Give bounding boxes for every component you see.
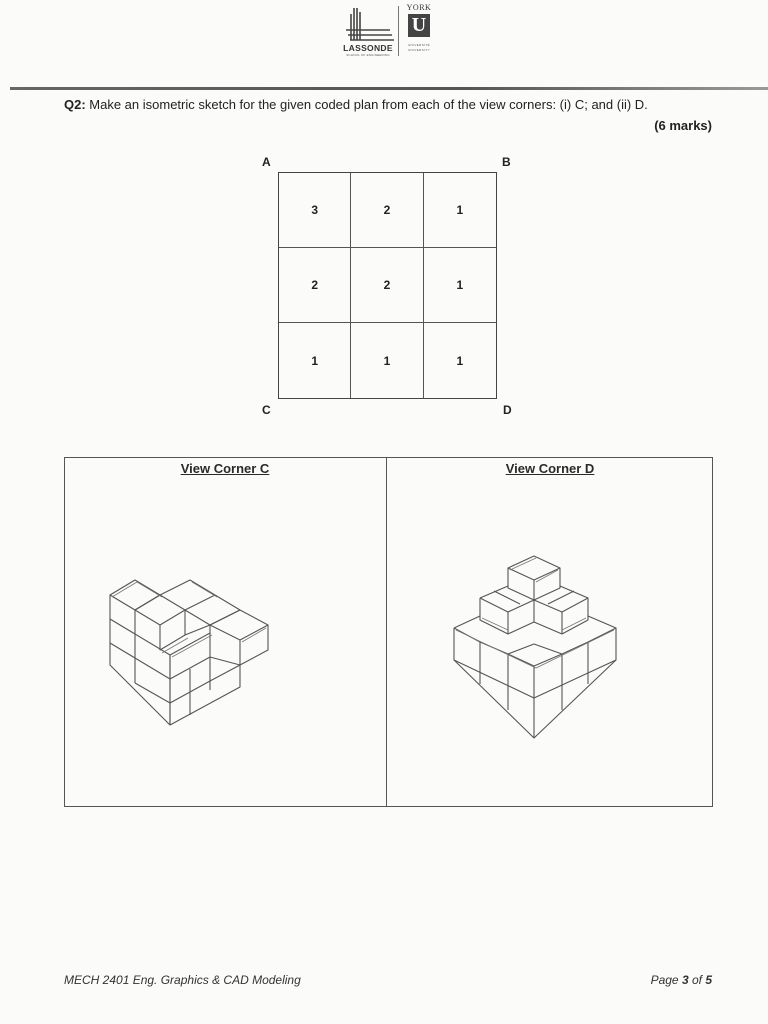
page-current: 3 <box>681 973 689 987</box>
corner-label-b: B <box>502 155 511 169</box>
page-total: 5 <box>705 973 712 987</box>
plan-cell: 2 <box>279 248 351 323</box>
york-wordmark: YORK <box>406 3 432 12</box>
york-subtitle-line-1: UNIVERSITÉ <box>407 43 430 47</box>
lassonde-emblem-icon <box>340 6 396 42</box>
plan-cell: 2 <box>351 173 423 248</box>
corner-label-c: C <box>262 403 271 417</box>
york-subtitle <box>402 43 436 53</box>
header-rule <box>10 87 768 90</box>
corner-label-d: D <box>503 403 512 417</box>
page-prefix: Page <box>650 973 682 987</box>
question-text <box>64 97 648 112</box>
page-middle: of <box>688 973 706 987</box>
york-subtitle-line-2: UNIVERSITY <box>407 48 430 52</box>
isometric-sketch-corner-c <box>100 565 280 740</box>
logo-divider <box>398 6 399 56</box>
york-u-emblem: U <box>408 14 430 37</box>
footer-course-name: MECH 2401 Eng. Graphics & CAD Modeling <box>64 973 301 987</box>
plan-cell: 3 <box>279 173 351 248</box>
coded-plan-grid <box>278 172 497 399</box>
plan-cell: 1 <box>424 173 496 248</box>
lassonde-wordmark: LASSONDE <box>343 43 393 53</box>
lassonde-subtitle: SCHOOL OF ENGINEERING <box>346 53 390 57</box>
plan-cell: 2 <box>351 248 423 323</box>
york-logo <box>402 3 436 59</box>
question-label: Q2: <box>64 97 86 112</box>
view-corner-d-title: View Corner D <box>505 461 595 476</box>
plan-cell: 1 <box>424 248 496 323</box>
isometric-sketch-corner-d <box>450 548 630 748</box>
view-corner-c-title: View Corner C <box>180 461 270 476</box>
lassonde-logo <box>340 6 396 58</box>
plan-cell: 1 <box>279 323 351 398</box>
question-marks: (6 marks) <box>654 118 712 133</box>
plan-cell: 1 <box>456 353 464 368</box>
footer-page-number <box>651 973 712 987</box>
question-body: Make an isometric sketch for the given coded plan from each of the view corners: (i) C; and (ii) D. <box>85 97 648 112</box>
answer-table-divider <box>386 457 387 807</box>
corner-label-a: A <box>262 155 271 169</box>
plan-cell: 1 <box>351 323 423 398</box>
